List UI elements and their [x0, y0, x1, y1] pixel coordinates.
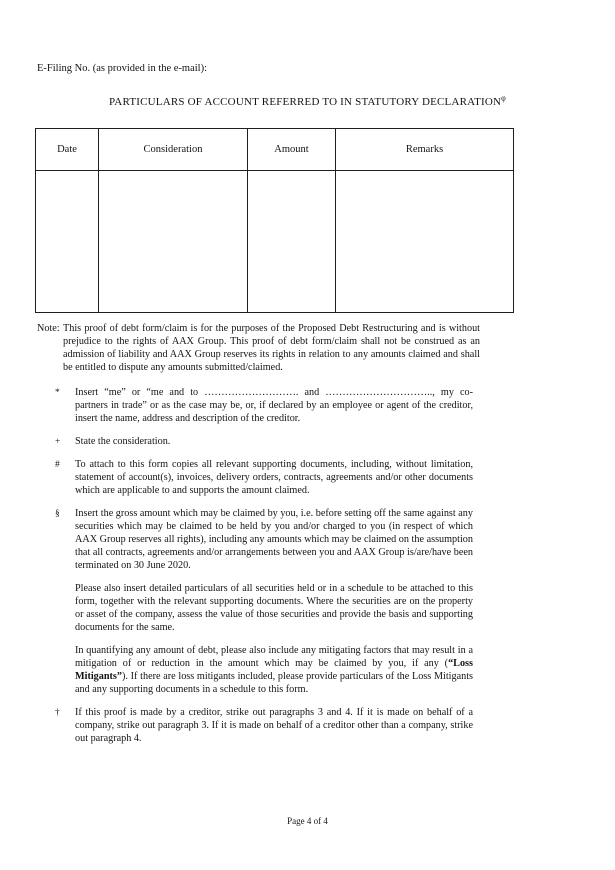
footnote-paragraph: State the consideration.	[75, 436, 171, 447]
table-cell-remarks-empty	[336, 171, 514, 313]
footnote-text	[75, 435, 473, 458]
footnotes	[55, 386, 473, 755]
page-number: Page 4 of 4	[287, 816, 328, 826]
footnote-symbol: #	[55, 460, 60, 470]
footnote-text	[75, 458, 473, 507]
footnote-paragraph: To attach to this form copies all relevant supporting documents, including, without limitation, statement of account(s), invoices, delivery orders, contracts, agreements and/or other documents which are applicable to and supports the amount claimed.	[75, 459, 473, 496]
page-title-text: PARTICULARS OF ACCOUNT REFERRED TO IN STATUTORY DECLARATION	[109, 96, 502, 108]
table-cell-date-empty	[36, 171, 99, 313]
title-footnote-marker: φ	[501, 93, 506, 103]
table-cell-amount-empty	[248, 171, 336, 313]
footnote-paragraph: In quantifying any amount of debt, please also include any mitigating factors that may result in a mitigation of or reduction in the amount which may be claimed by you, if any (“Loss Mitigants”). If there are loss mitigants included, please provide particulars of the Loss Mitigants and any supporting documents in a schedule to this form.	[75, 645, 473, 695]
table-row	[36, 171, 514, 313]
table-header-date: Date	[36, 129, 99, 171]
footnote-paragraph: Insert the gross amount which may be claimed by you, i.e. before setting off the same against any securities which may be claimed to be held by you and/or charged to you (in respect of which AAX Group reserves all rights), including any amounts which may be claimed on the assumption that all contracts, agreements and/or arrangements between you and AAX Group is/are/have been terminated on 30 June 2020.	[75, 508, 473, 571]
table-header-remarks: Remarks	[336, 129, 514, 171]
note-label: Note:	[37, 323, 60, 334]
footnote-item	[55, 507, 473, 706]
footnote-paragraph: If this proof is made by a creditor, strike out paragraphs 3 and 4. If it is made on behalf of a company, strike out paragraph 3. If it is made on behalf of a creditor other than a company, strike out paragraph 4.	[75, 707, 473, 744]
particulars-table	[35, 128, 514, 313]
footnote-item	[55, 458, 473, 507]
footnote-paragraph: Please also insert detailed particulars of all securities held or in a schedule to be attached to this form, together with the relevant supporting documents. Where the securities are on the property or asset of the company, assess the value of those securities and provide the basis and supporting documents for the same.	[75, 583, 473, 633]
table-header-consideration: Consideration	[99, 129, 248, 171]
footnote-symbol: +	[55, 437, 61, 447]
footnote-text	[75, 386, 473, 435]
note-block	[37, 322, 480, 374]
footnote-symbol: †	[55, 708, 60, 718]
footnote-item	[55, 706, 473, 755]
footnote-text	[75, 507, 473, 706]
note-text: This proof of debt form/claim is for the purposes of the Proposed Debt Restructuring and is without prejudice to the rights of AAX Group. This proof of debt form/claim shall not be construed as an admission of liability and AAX Group reserves its rights in relation to any amounts claimed and shall be entitled to dispute any amounts submitted/claimed.	[63, 323, 480, 373]
footnote-symbol: *	[55, 388, 60, 398]
table-header-amount: Amount	[248, 129, 336, 171]
footnote-paragraph: Insert “me” or “me and to ………………………. and ………………………….., my co- partners in trade” or as the case may be, or, if declared by an employee or agent of the creditor, insert the name, address and description of the creditor.	[75, 387, 473, 424]
page-title	[0, 93, 615, 108]
footnote-text	[75, 706, 473, 755]
table-cell-consideration-empty	[99, 171, 248, 313]
footnote-item	[55, 435, 473, 458]
footnote-item	[55, 386, 473, 435]
efiling-label: E-Filing No. (as provided in the e-mail):	[37, 63, 208, 74]
footnote-symbol: §	[55, 509, 60, 519]
table-header-row	[36, 129, 514, 171]
